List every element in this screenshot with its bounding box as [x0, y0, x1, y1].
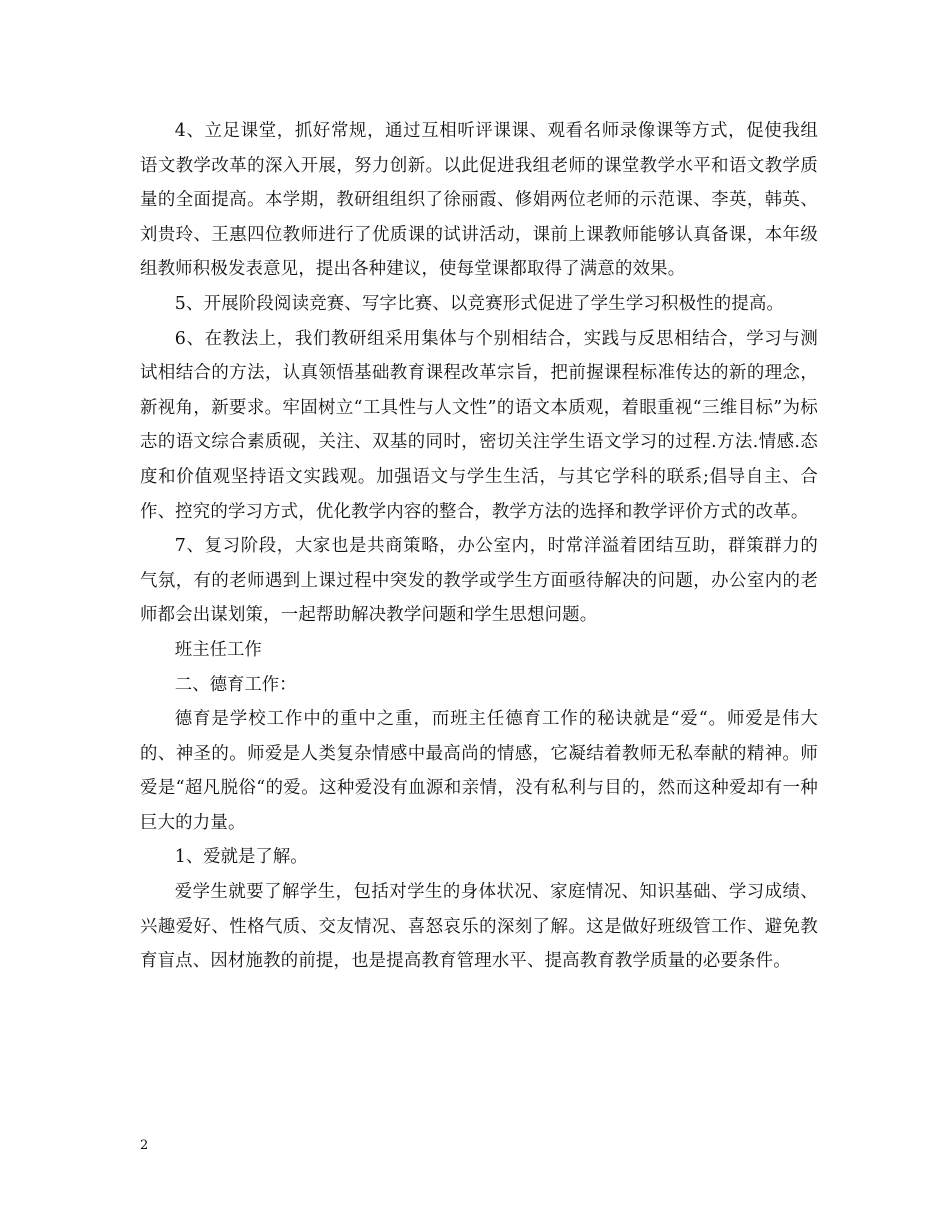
- paragraph-item-6: 6、在教法上，我们教研组采用集体与个别相结合，实践与反思相结合，学习与测试相结合的方法，认真领悟基础教育课程改革宗旨，把前握课程标准传达的新的理念，新视角，新要求。牢固树立“工具性与人文性”的语文本质观，着眼重视“三维目标”为标志的语文综合素质砚，关注、双基的同时，密切关注学生语文学习的过程.方法.情感.态度和价值观坚持语文实践观。加强语文与学生生活，与其它学科的联系;倡导自主、合作、控究的学习方式，优化教学内容的整合，教学方法的选择和教学评价方式的改革。: [140, 328, 818, 522]
- paragraph-item-4: 4、立足课堂，抓好常规，通过互相听评课课、观看名师录像课等方式，促使我组语文教学改革的深入开展，努力创新。以此促进我组老师的课堂教学水平和语文教学质量的全面提高。本学期，教研组组织了徐丽霞、修娟两位老师的示范课、李英，韩英、刘贵玲、王惠四位教师进行了优质课的试讲活动，课前上课教师能够认真备课，本年级组教师积极发表意见，提出各种建议，使每堂课都取得了满意的效果。: [140, 121, 818, 280]
- paragraph-item-5: 5、开展阶段阅读竞赛、写字比赛、以竞赛形式促进了学生学习积极性的提高。: [174, 293, 785, 314]
- section-heading-moral-education: 二、德育工作：: [174, 674, 297, 695]
- document-body: [140, 114, 818, 979]
- paragraph-moral-education: 德育是学校工作中的重中之重，而班主任德育工作的秘诀就是“爱“。师爱是伟大的、神圣的。师爱是人类复杂情感中最高尚的情感，它凝结着教师无私奉献的精神。师爱是“超凡脱俗“的爱。这种爱没有血源和亲情，没有私利与目的，然而这种爱却有一种巨大的力量。: [140, 709, 818, 833]
- page-number: 2: [140, 1138, 149, 1153]
- paragraph-item-7: 7、复习阶段，大家也是共商策略，办公室内，时常洋溢着团结互助，群策群力的气氛，有的老师遇到上课过程中突发的教学或学生方面亟待解决的问题，办公室内的老师都会出谋划策，一起帮助解决教学问题和学生思想问题。: [140, 536, 818, 626]
- paragraph-understanding-students: 爱学生就要了解学生，包括对学生的身体状况、家庭情况、知识基础、学习成绩、兴趣爱好、性格气质、交友情况、喜怒哀乐的深刻了解。这是做好班级管工作、避免教育盲点、因材施教的前提，也是提高教育管理水平、提高教育教学质量的必要条件。: [140, 882, 818, 972]
- subheading-love-is-understanding: 1、爱就是了解。: [174, 847, 308, 868]
- section-heading-class-teacher: 班主任工作: [174, 639, 262, 660]
